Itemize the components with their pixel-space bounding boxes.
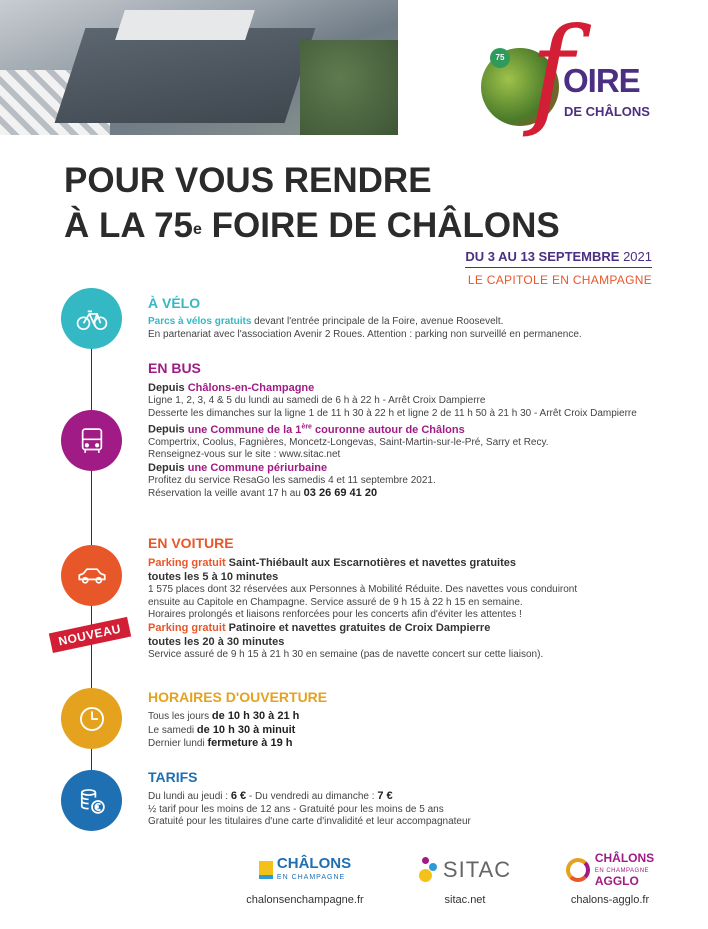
clock-icon (61, 688, 122, 749)
heading-voiture: EN VOITURE (148, 535, 234, 551)
coins-euro-icon (61, 770, 122, 831)
chalons-agglo-logo: CHÂLONS EN CHAMPAGNE AGGLO (555, 850, 665, 890)
sitac-logo: SITAC (410, 850, 520, 890)
heading-tarifs: TARIFS (148, 769, 198, 785)
heading-horaires: HORAIRES D'OUVERTURE (148, 689, 328, 705)
bus-icon (61, 410, 122, 471)
heading-bus: EN BUS (148, 360, 201, 376)
partner-link[interactable]: chalons-agglo.fr (570, 894, 650, 906)
section-horaires: HORAIRES D'OUVERTURE Tous les jours de 10 h 30 à 21 h Le samedi de 10 h 30 à minuit Dernier lundi fermeture à 19 h (148, 691, 668, 750)
page-title: POUR VOUS RENDRE À LA 75e FOIRE DE CHÂLONS (64, 161, 560, 245)
chalons-logo: CHÂLONS EN CHAMPAGNE (240, 850, 370, 890)
heading-velo: À VÉLO (148, 295, 201, 311)
section-bus: EN BUS Depuis Châlons-en-Champagne Ligne 1, 2, 3, 4 & 5 du lundi au samedi de 6 h à 22 h - Arrêt Croix Dampierre Desserte les dimanches sur la ligne 1 de 11 h 30 à 22 h et ligne 2 de 11 h 50 à 21 h 30 - Arrêt Croix Dampierre Depuis une Commune de la 1ère couronne autour de Châlons Compertrix, Coolus, Fagnières, Moncetz-Longevas, Saint-Martin-sur-le-Pré, Sarry et Recy. Renseignez-vous sur le site : www.sitac.net Depuis une Commune périurbaine Profitez du service ResaGo les samedis 4 et 11 septembre 2021. Réservation la veille avant 17 h au 03 26 69 41 20 (148, 362, 668, 501)
fairground-aerial-photo (0, 0, 398, 135)
section-voiture: EN VOITURE Parking gratuit Saint-Thiébault aux Escarnotières et navettes gratuites toutes les 5 à 10 minutes 1 575 places dont 32 réservées aux Personnes à Mobilité Réduite. Des navettes vous conduiront ensuite au Capitole en Champagne. Service assuré de 9 h 15 à 22 h 15 en semaine. Horaires prolongés et liaisons renforcées pour les concerts afin d'éviter les attentes ! Parking gratuit Patinoire et navettes gratuites de Croix Dampierre toutes les 20 à 30 minutes Service assuré de 9 h 15 à 21 h 30 en semaine (pas de navette concert sur cette liaison). (148, 537, 668, 661)
car-icon (61, 545, 122, 606)
partner-link[interactable]: sitac.net (444, 894, 486, 906)
event-dates: DU 3 AU 13 SEPTEMBRE 2021 LE CAPITOLE EN CHAMPAGNE (465, 249, 652, 287)
partner-sitac (410, 850, 520, 906)
bike-icon (61, 288, 122, 349)
partner-chalons-en-champagne (240, 850, 370, 906)
partner-chalons-agglo (555, 850, 665, 906)
section-velo: À VÉLO Parcs à vélos gratuits devant l'entrée principale de la Foire, avenue Roosevelt. En partenariat avec l'association Avenir 2 Roues. Attention : parking non surveillé en permanence. (148, 297, 668, 341)
partner-link[interactable]: chalonsenchampagne.fr (246, 894, 364, 906)
nouveau-badge: NOUVEAU (49, 617, 131, 653)
section-tarifs: TARIFS Du lundi au jeudi : 6 € - Du vendredi au dimanche : 7 € ½ tarif pour les moins de 12 ans - Gratuité pour les moins de 5 ans Gratuité pour les titulaires d'une carte d'invalidité et leur accompagnateur (148, 771, 668, 828)
foire-de-chalons-logo: 75 f OIRE DE CHÂLONS (478, 20, 663, 155)
